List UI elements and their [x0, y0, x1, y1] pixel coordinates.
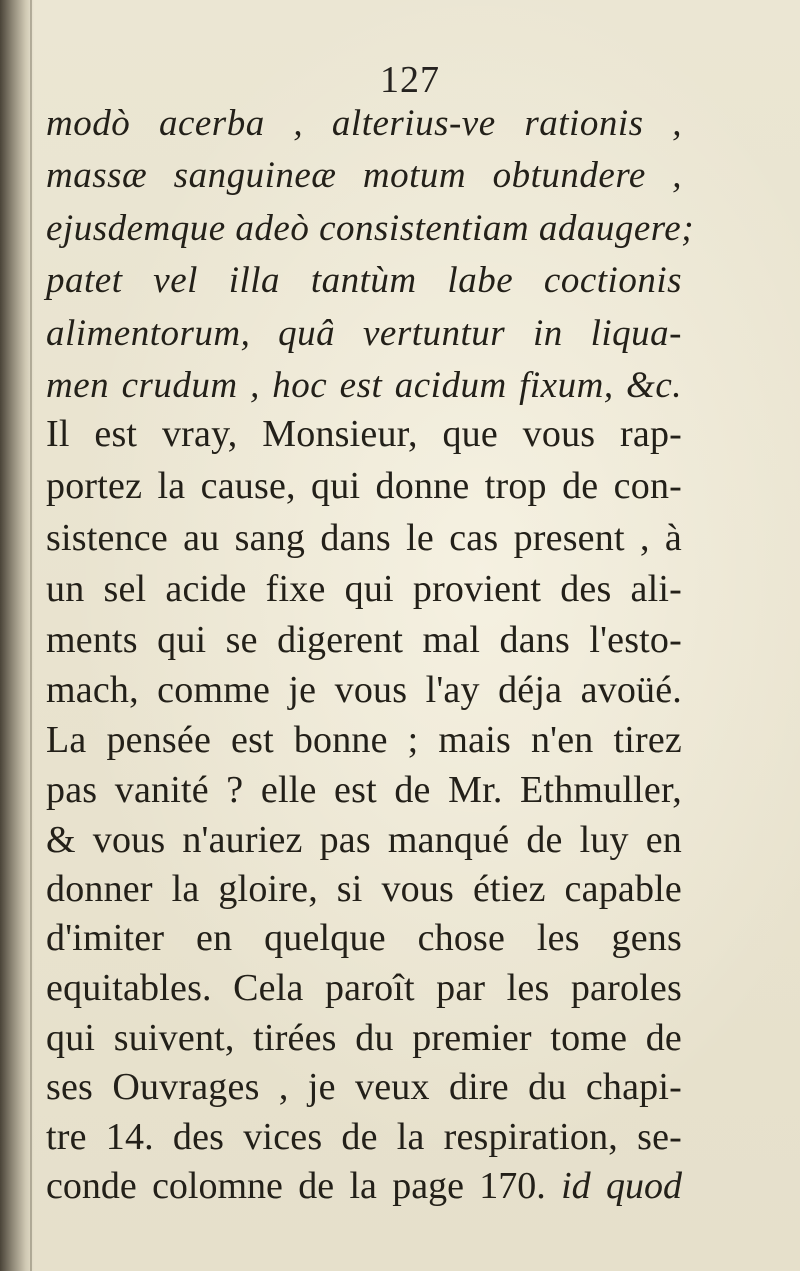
- text-line: sistence au sang dans le cas present , à: [46, 517, 682, 559]
- text-line: donner la gloire, si vous étiez capable: [46, 868, 682, 910]
- text-line: equitables. Cela paroît par les paroles: [46, 967, 682, 1009]
- text-line: men crudum , hoc est acidum fixum, &c.: [46, 365, 682, 406]
- text-line: modò acerba , alterius-ve rationis ,: [46, 103, 682, 144]
- page-number: 127: [380, 59, 440, 101]
- text-line: massæ sanguineæ motum obtundere ,: [46, 155, 682, 196]
- text-line: alimentorum, quâ vertuntur in liqua-: [46, 313, 682, 354]
- text-line: Il est vray, Monsieur, que vous rap-: [46, 413, 682, 455]
- text-line: un sel acide fixe qui provient des ali-: [46, 568, 682, 610]
- text-line: ses Ouvrages , je veux dire du chapi-: [46, 1066, 682, 1108]
- text-line: ejusdemque adeò consistentiam adaugere;: [46, 208, 695, 249]
- text-line: & vous n'auriez pas manqué de luy en: [46, 819, 682, 861]
- text-line: qui suivent, tirées du premier tome de: [46, 1017, 682, 1059]
- text-line: tre 14. des vices de la respiration, se-: [46, 1116, 682, 1158]
- text-line: portez la cause, qui donne trop de con-: [46, 465, 682, 507]
- text-line: d'imiter en quelque chose les gens: [46, 917, 682, 959]
- page-gutter: [0, 0, 34, 1271]
- text-line: mach, comme je vous l'ay déja avoüé.: [46, 669, 682, 711]
- text-line-last-italic: id quod: [561, 1165, 682, 1207]
- text-line: La pensée est bonne ; mais n'en tirez: [46, 719, 682, 761]
- text-line-last-roman: conde colomne de la page 170.: [46, 1165, 546, 1207]
- text-line: ments qui se digerent mal dans l'esto-: [46, 619, 682, 661]
- text-line: pas vanité ? elle est de Mr. Ethmuller,: [46, 769, 682, 811]
- text-line: patet vel illa tantùm labe coctionis: [46, 260, 682, 301]
- text-line-last: [46, 1160, 682, 1212]
- gutter-edge: [30, 0, 32, 1271]
